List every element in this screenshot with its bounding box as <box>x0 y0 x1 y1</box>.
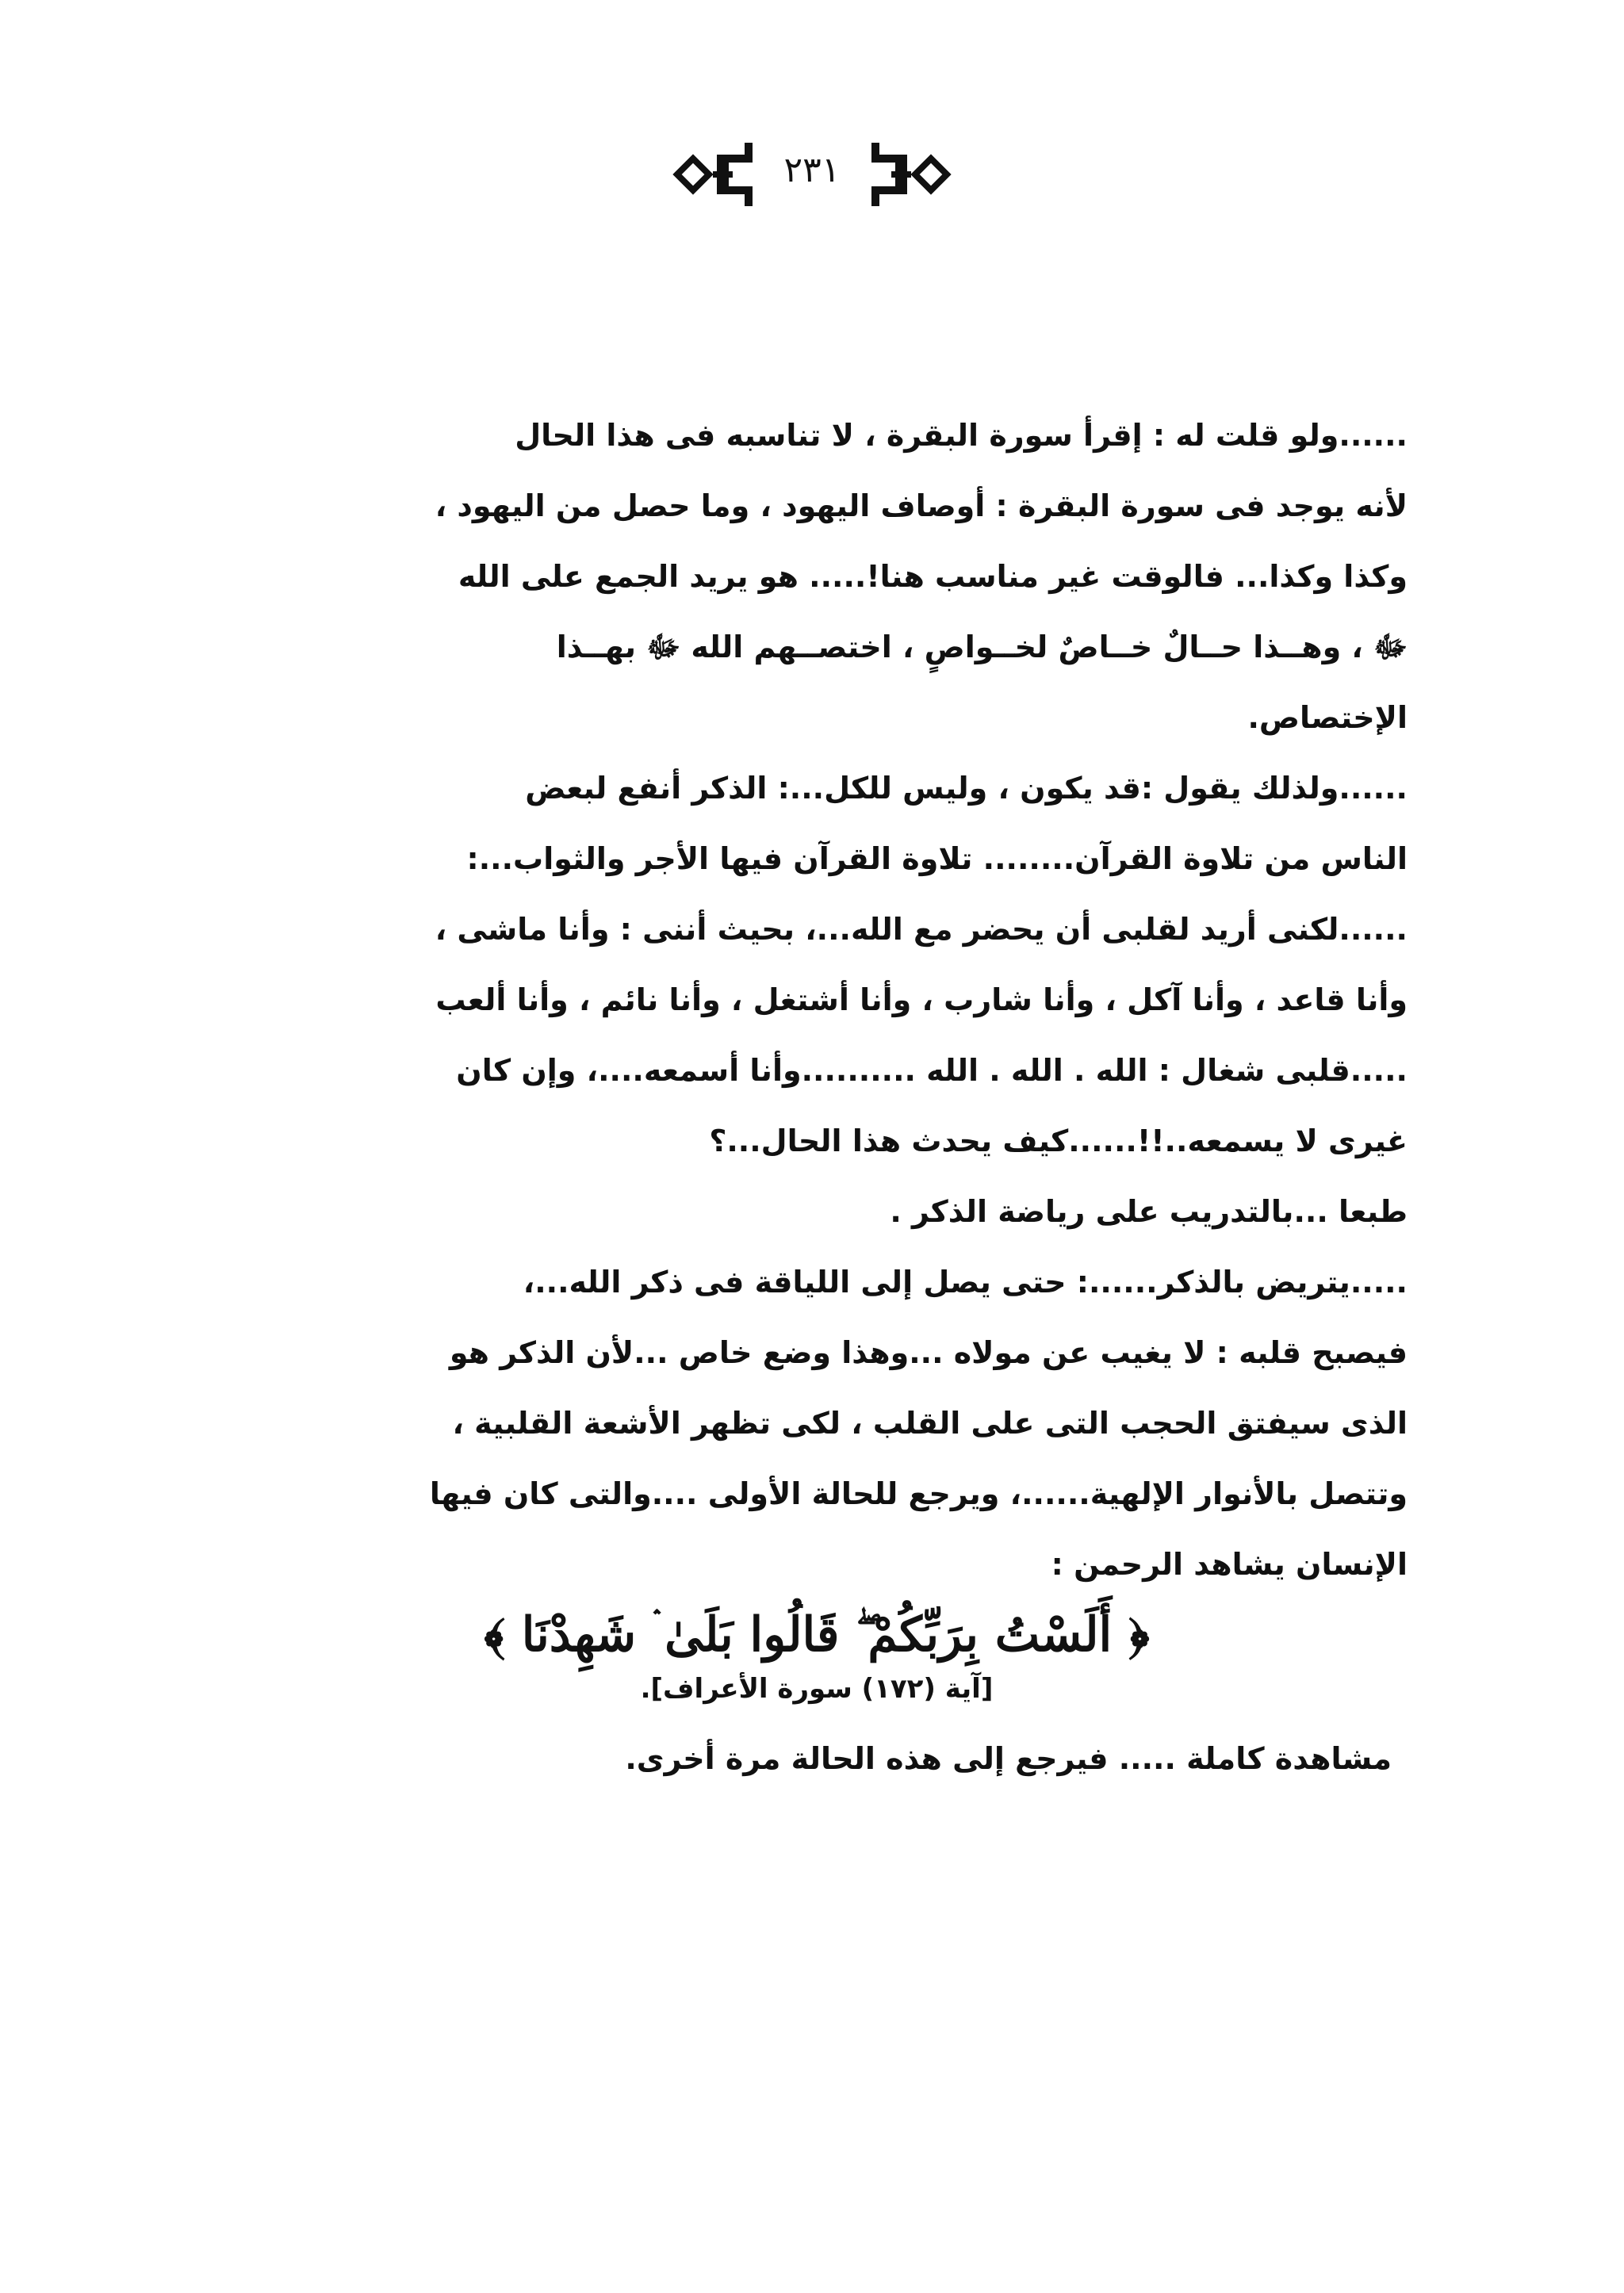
page-number: ٢٣١ <box>783 150 841 190</box>
text-line-2: لأنه يوجد فى سورة البقرة : أوصاف اليهود ، وما حصل من اليهود ، <box>435 488 1408 523</box>
text-line-5: الإختصاص. <box>1247 700 1408 735</box>
page-number-ornament <box>669 131 955 218</box>
main-text <box>226 400 1408 1794</box>
text-line-1: ......ولو قلت له : إقرأ سورة البقرة ، لا تناسبه فى هذا الحال <box>515 418 1408 453</box>
text-line-13: .....يتريض بالذكر......: حتى يصل إلى اللياقة فى ذكر الله...، <box>523 1265 1408 1300</box>
text-line-10: .....قلبى شغال : الله . الله . الله ..........وأنا أسمعه....، وإن كان <box>456 1053 1408 1088</box>
text-line-9: وأنا قاعد ، وأنا آكل ، وأنا شارب ، وأنا أشتغل ، وأنا نائم ، وأنا ألعب <box>435 982 1408 1017</box>
text-line-12: طبعا ...بالتدريب على رياضة الذكر . <box>890 1194 1408 1229</box>
text-line-4: ﷻ ، وهــذا حــالٌ خــاصٌ لخــواصٍ ، اختصــهم الله ﷻ بهــذا <box>556 630 1408 664</box>
closing-line: مشاهدة كاملة ..... فيرجع إلى هذه الحالة مرة أخرى. <box>625 1741 1392 1776</box>
text-line-17: الإنسان يشاهد الرحمن : <box>1051 1547 1408 1582</box>
text-line-8: ......لكنى أريد لقلبى أن يحضر مع الله...، بحيث أننى : وأنا ماشى ، <box>435 912 1408 947</box>
text-line-3: وكذا وكذا... فالوقت غير مناسب هنا!..... هو يريد الجمع على الله <box>458 559 1408 594</box>
quran-verse: ﴿ أَلَسْتُ بِرَبِّكُمْ ۖ قَالُوا بَلَىٰ ۛ شَهِدْنَا ﴾ <box>484 1607 1150 1663</box>
text-line-7: الناس من تلاوة القرآن........ تلاوة القرآن فيها الأجر والثواب...: <box>466 841 1408 876</box>
text-line-16: وتتصل بالأنوار الإلهية......، ويرجع للحالة الأولى ....والتى كان فيها <box>429 1476 1408 1511</box>
text-line-11: غيرى لا يسمعه..!!......كيف يحدث هذا الحال...؟ <box>709 1124 1408 1158</box>
page-header <box>0 127 1624 222</box>
verse-citation: [آية (١٧٢) سورة الأعراف]. <box>640 1673 994 1705</box>
text-line-6: ......ولذلك يقول :قد يكون ، وليس للكل...: الذكر أنفع لبعض <box>525 771 1408 806</box>
text-line-15: الذى سيفتق الحجب التى على القلب ، لكى تظهر الأشعة القلبية ، <box>452 1406 1408 1441</box>
text-line-14: فيصبح قلبه : لا يغيب عن مولاه ...وهذا وضع خاص ...لأن الذكر هو <box>449 1335 1408 1370</box>
